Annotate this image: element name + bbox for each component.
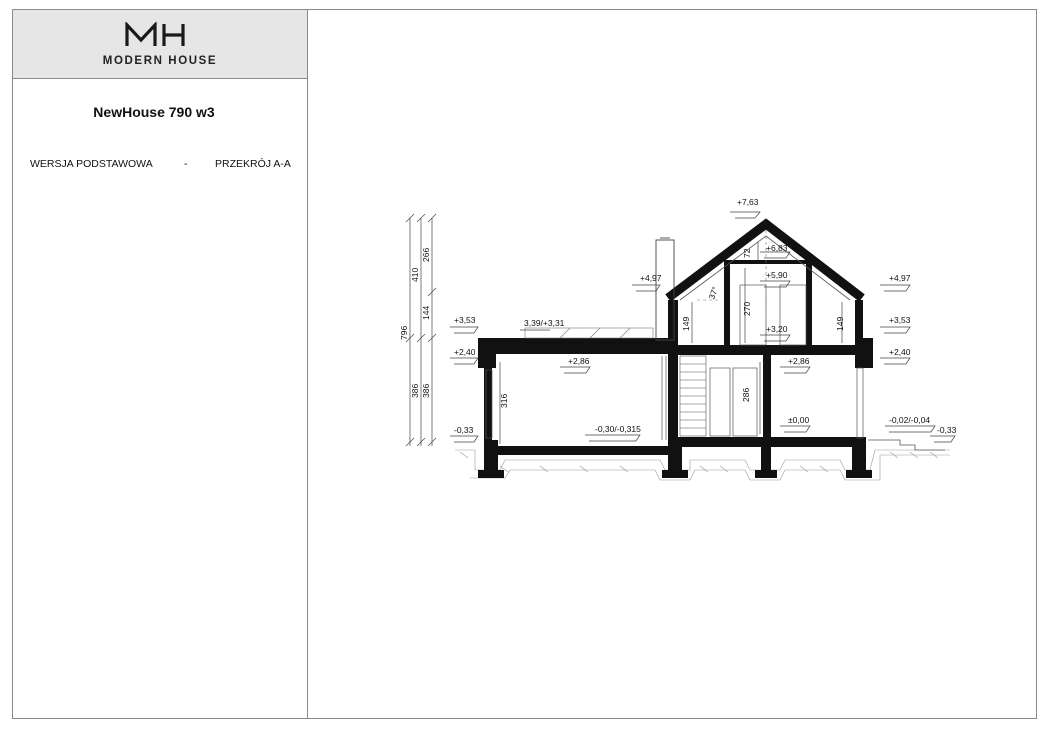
dim-upper-height: 410 (410, 267, 420, 282)
terrace-steps (868, 440, 945, 450)
level-ceiling-left: +2,86 (568, 356, 590, 366)
dim-garage-height: 316 (499, 393, 509, 408)
dim-attic-room: 270 (742, 301, 752, 316)
level-attic-ceiling: +6,83 (766, 243, 788, 253)
level-flat-roof-right: +3,53 (889, 315, 911, 325)
level-labels (454, 197, 957, 435)
dim-knee-wall-left: 149 (681, 316, 691, 331)
dim-room-height: 286 (741, 387, 751, 402)
level-wall-top-right: +2,40 (889, 347, 911, 357)
level-ridge: +7,63 (737, 197, 759, 207)
level-ground-right: -0,33 (937, 425, 957, 435)
dim-mid-height: 144 (421, 305, 431, 320)
level-eave-left: +4,97 (640, 273, 662, 283)
level-floor-garage: -0,30/-0,315 (595, 424, 641, 434)
section-label: PRZEKRÓJ A-A (215, 158, 291, 170)
level-ceiling-right: +2,86 (788, 356, 810, 366)
flat-roof-skylight (525, 328, 653, 338)
level-ground-left: -0,33 (454, 425, 474, 435)
dim-lower-height-1: 386 (410, 383, 420, 398)
level-terrace: -0,02/-0,04 (889, 415, 931, 425)
subtitle-separator: - (184, 158, 188, 170)
level-wall-top-left: +2,40 (454, 347, 476, 357)
level-collar: +5,90 (766, 270, 788, 280)
level-eave-right: +4,97 (889, 273, 911, 283)
level-floor-main: ±0,00 (788, 415, 810, 425)
dim-total-height: 796 (399, 325, 409, 340)
dim-attic-top: 72 (742, 248, 752, 258)
dim-roof-height: 266 (421, 247, 431, 262)
project-title: NewHouse 790 w3 (93, 104, 215, 120)
level-attic-floor: +3,20 (766, 324, 788, 334)
dim-roof-pitch: 37° (706, 285, 721, 301)
brand-name: MODERN HOUSE (102, 55, 218, 67)
dim-knee-wall-right: 149 (835, 316, 845, 331)
level-flat-roof-left: +3,53 (454, 315, 476, 325)
dim-lower-height-2: 386 (421, 383, 431, 398)
version-label: WERSJA PODSTAWOWA (30, 158, 153, 170)
staircase (680, 356, 706, 436)
level-flat-roof-top: 3,39/+3,31 (524, 318, 565, 328)
